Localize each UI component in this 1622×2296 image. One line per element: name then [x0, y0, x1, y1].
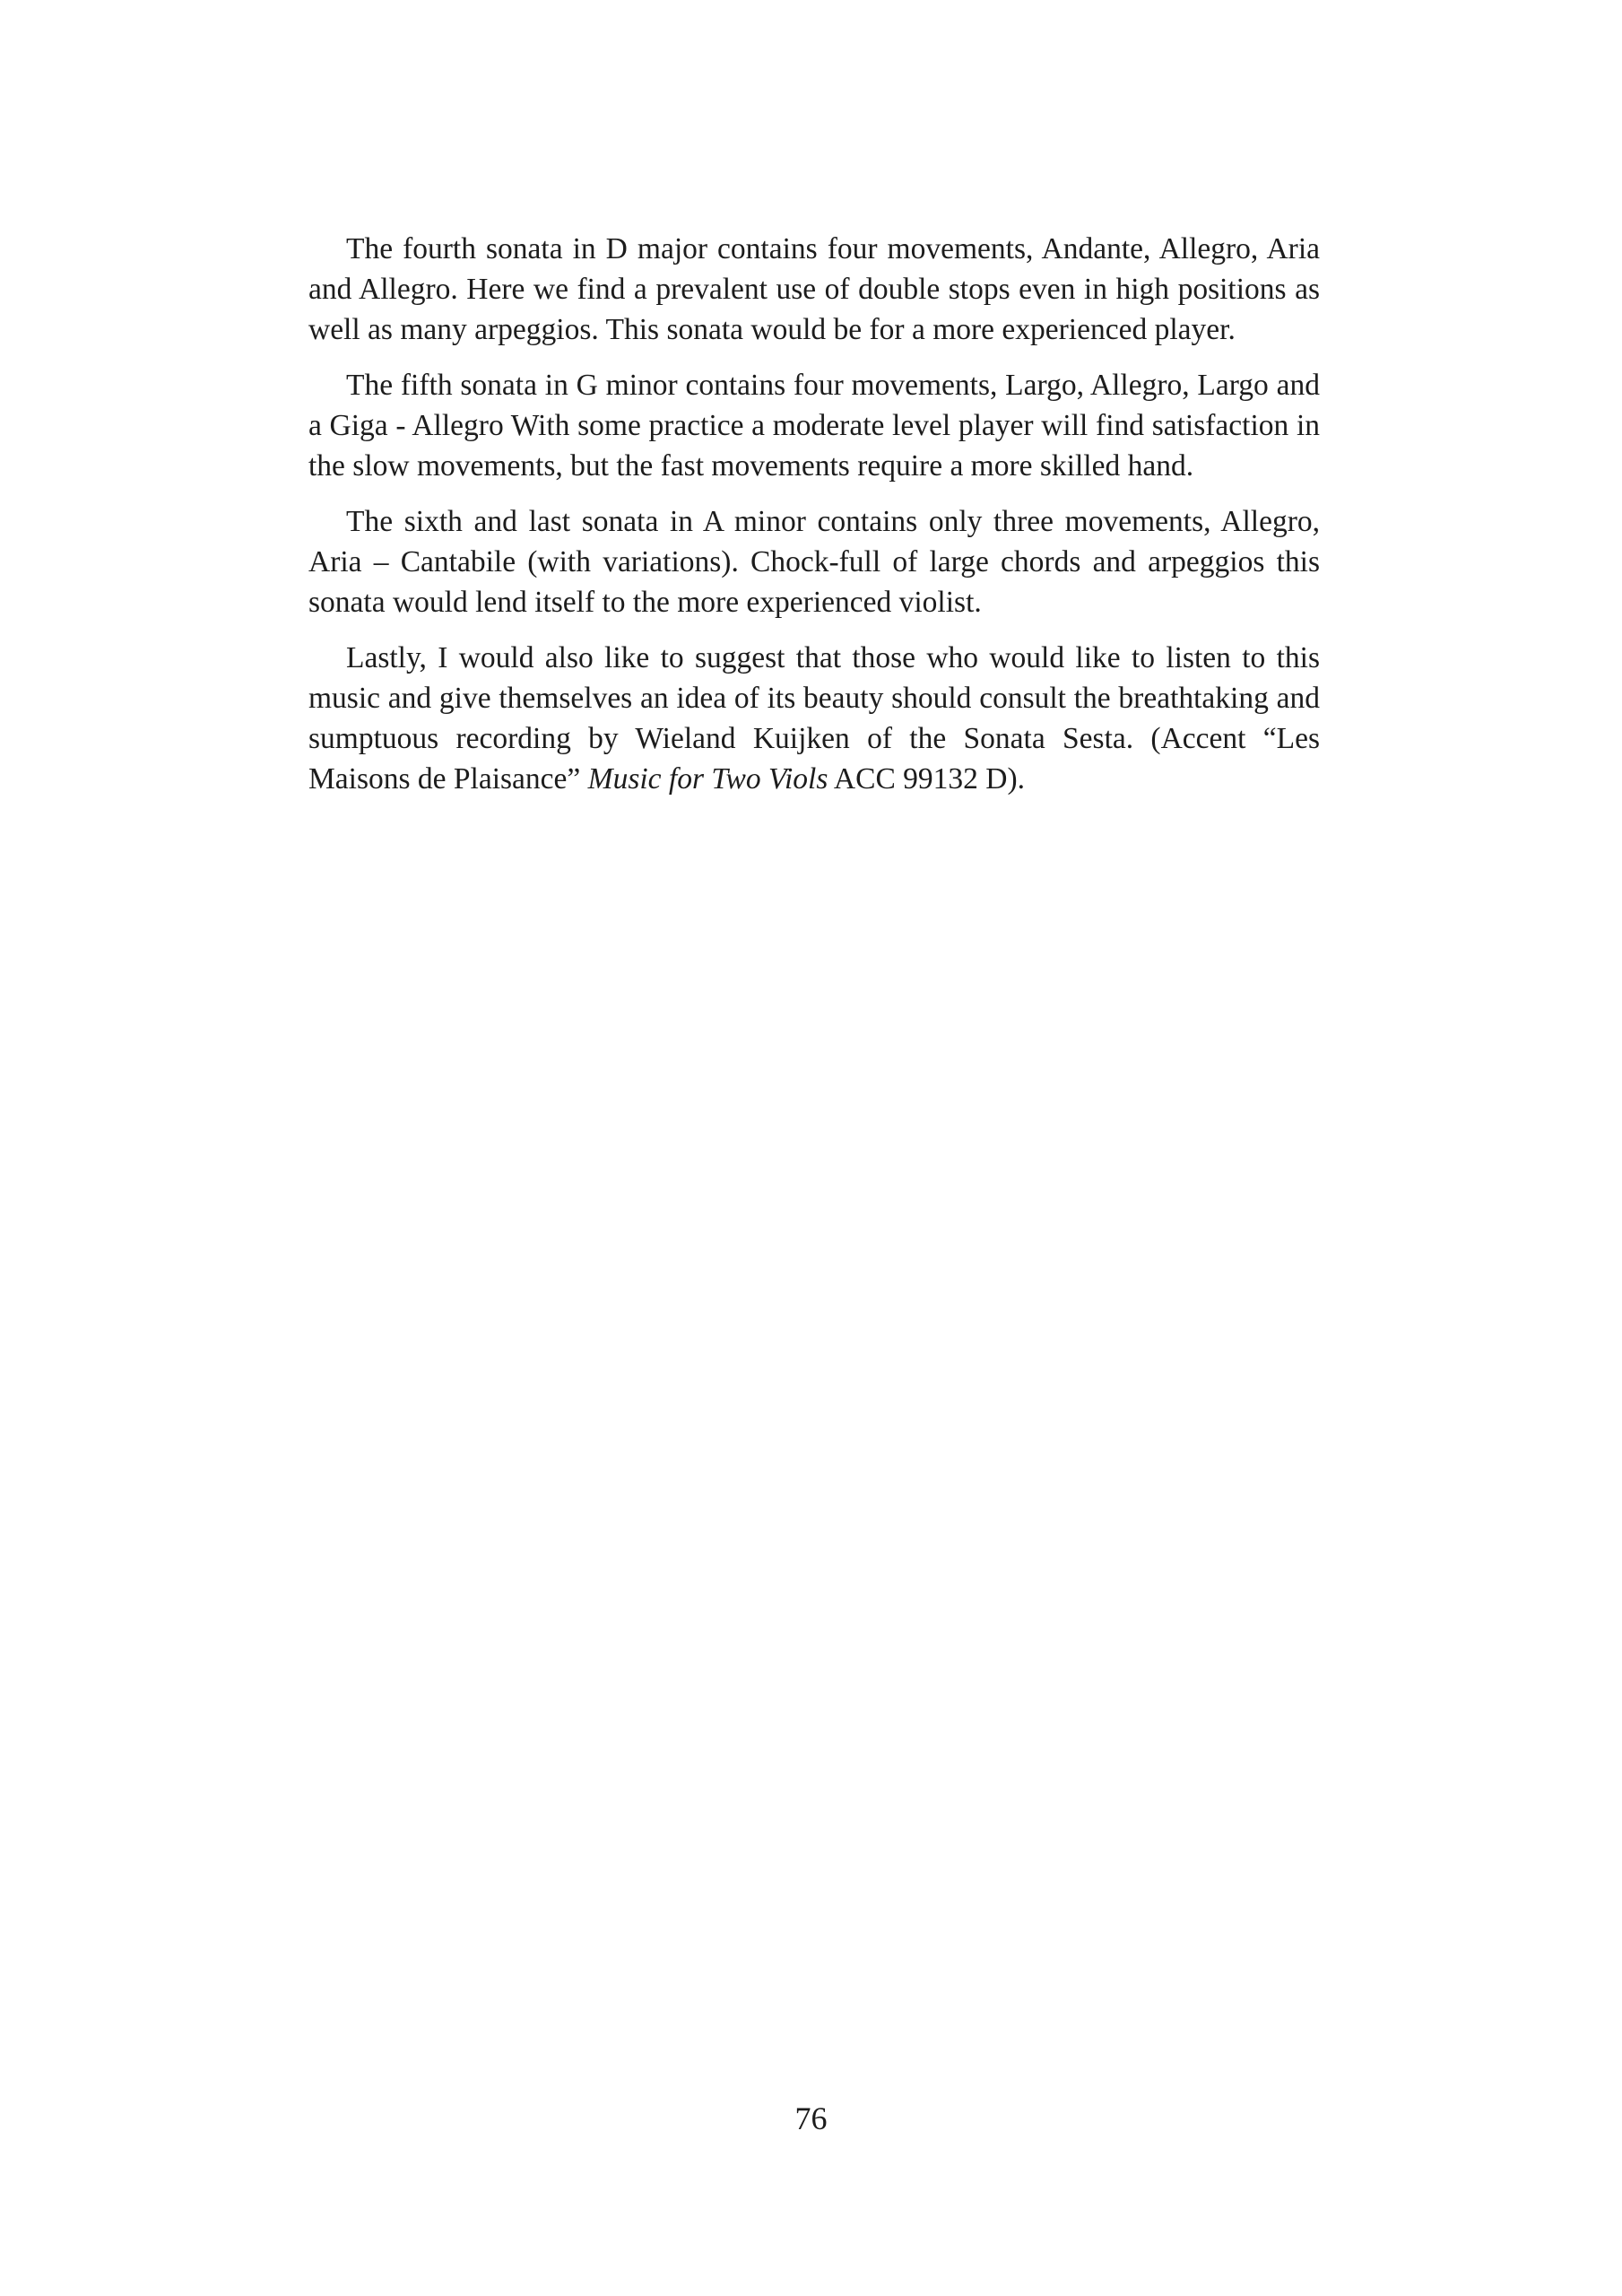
body-text	[308, 229, 1320, 799]
paragraph-recording-suggestion	[308, 638, 1320, 799]
paragraph-fifth-sonata: The fifth sonata in G minor contains four movements, Largo, Allegro, Largo and a Giga - Allegro With some practice a moderate level player will find satisfaction in the slow movements, but the fast movements require a more skilled hand.	[308, 369, 1320, 483]
recording-text-end: ACC 99132 D).	[828, 762, 1026, 796]
page-number: 76	[794, 2100, 828, 2136]
paragraph-fourth-sonata: The fourth sonata in D major contains four movements, Andante, Allegro, Aria and Allegro. Here we find a prevalent use of double stops even in high positions as well as many arpeggios. This sonata would be for a more experienced player.	[308, 232, 1320, 346]
paragraph-sixth-sonata: The sixth and last sonata in A minor contains only three movements, Allegro, Aria – Cantabile (with variations). Chock-full of large chords and arpeggios this sonata would lend itself to the more experienced violist.	[308, 505, 1320, 619]
recording-text-start: Lastly, I would also like to suggest that those who would like to listen to this music and give themselves an idea of its beauty should consult the breathtaking and sumptuous recording by Wieland Kuijken of the Sonata Sesta. (Accent “Les Maisons de Plaisance”	[308, 641, 1320, 796]
album-title: Music for Two Viols	[587, 762, 828, 796]
